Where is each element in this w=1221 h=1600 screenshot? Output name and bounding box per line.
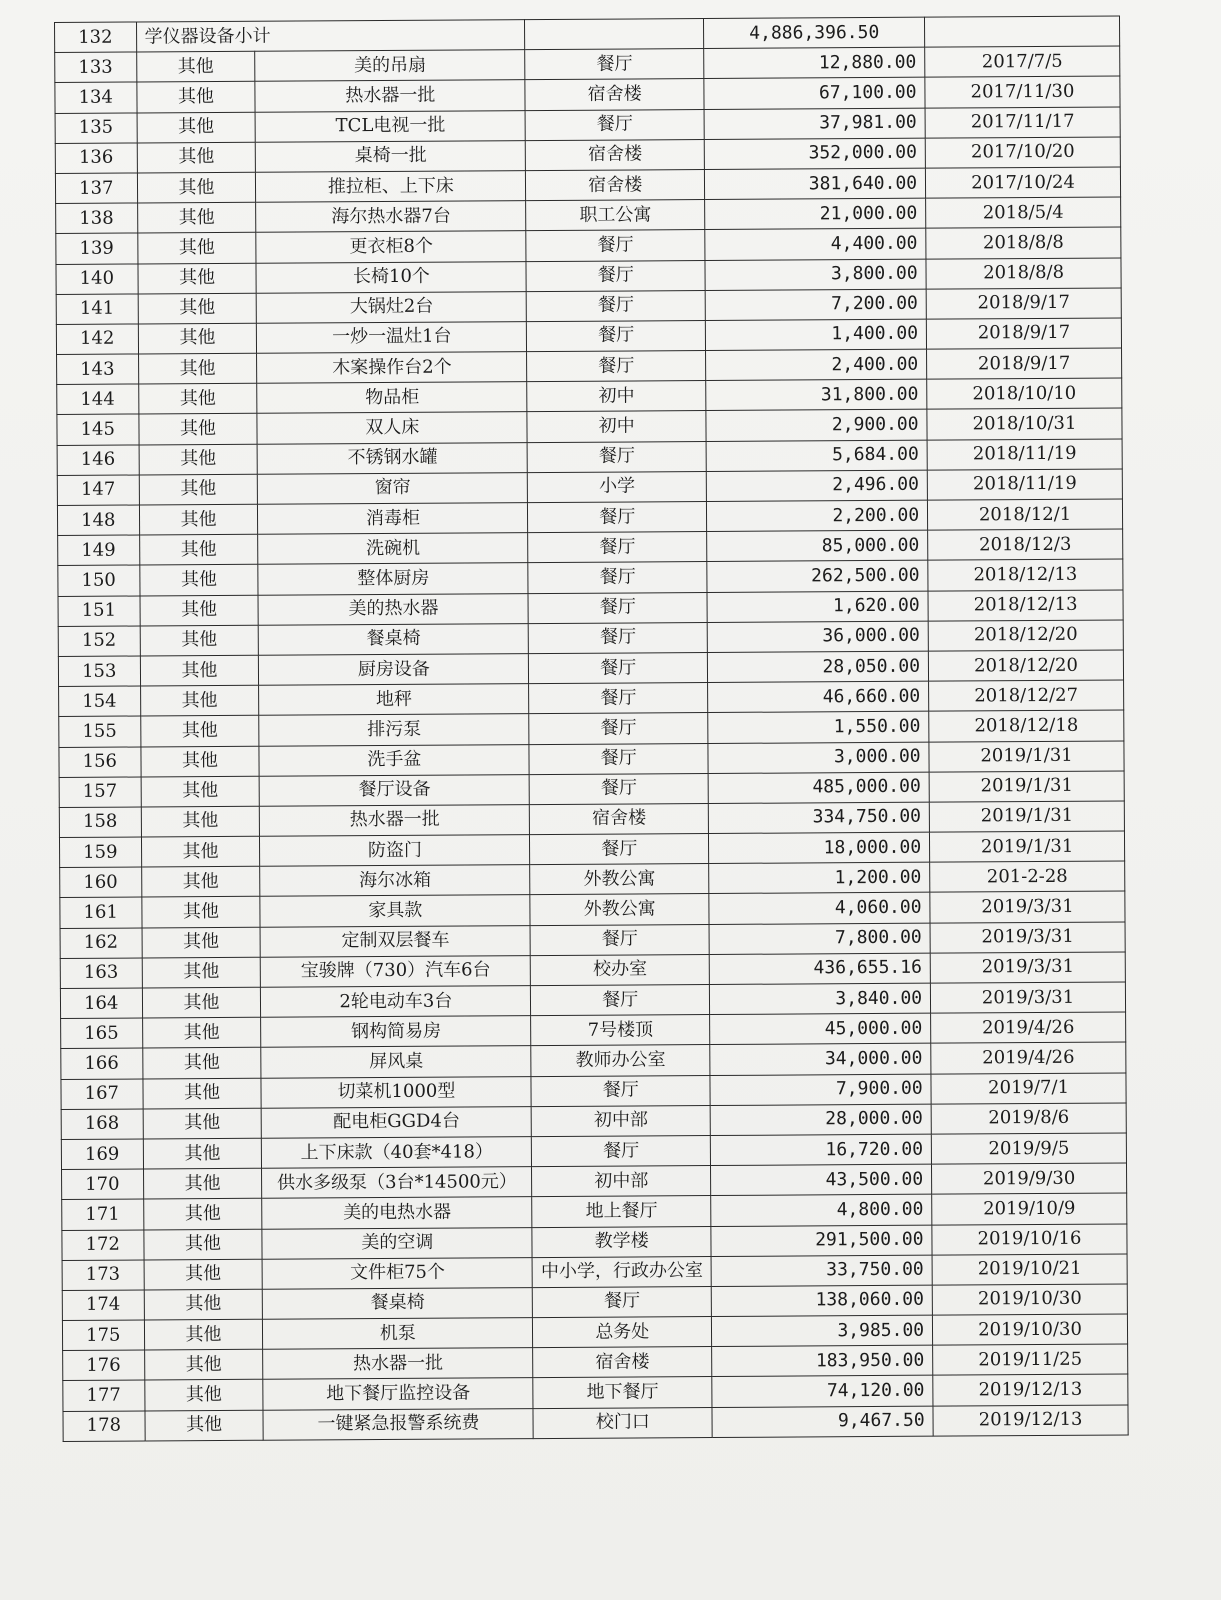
date-cell: 2018/12/13 — [928, 559, 1123, 590]
date-cell: 2018/12/1 — [928, 499, 1123, 530]
category-cell: 其他 — [138, 353, 257, 384]
category-cell: 其他 — [144, 1319, 263, 1350]
amount-cell: 3,000.00 — [708, 742, 929, 774]
category-cell: 其他 — [140, 685, 259, 716]
location-cell: 中小学，行政办公室 — [532, 1256, 711, 1287]
row-number: 137 — [55, 173, 137, 204]
amount-cell: 28,000.00 — [710, 1104, 931, 1136]
date-cell: 201-2-28 — [930, 861, 1125, 892]
date-cell: 2018/5/4 — [926, 197, 1121, 228]
amount-cell: 4,400.00 — [705, 228, 926, 260]
location-cell: 餐厅 — [526, 260, 705, 291]
row-number: 163 — [60, 958, 142, 989]
date-cell: 2017/10/24 — [926, 167, 1121, 198]
item-name-cell: 机泵 — [263, 1318, 533, 1350]
row-number: 133 — [55, 52, 137, 83]
location-cell: 初中 — [527, 381, 706, 412]
row-number: 148 — [57, 505, 139, 536]
date-cell: 2018/12/20 — [928, 650, 1123, 681]
amount-cell: 262,500.00 — [707, 561, 928, 593]
amount-cell: 183,950.00 — [712, 1345, 933, 1377]
date-cell: 2019/12/13 — [933, 1405, 1128, 1436]
category-cell: 其他 — [139, 474, 258, 505]
category-cell: 其他 — [137, 112, 256, 143]
item-name-cell: 排污泵 — [259, 714, 529, 746]
subtotal-amount: 4,886,396.50 — [704, 17, 925, 49]
row-number: 151 — [58, 596, 140, 627]
item-name-cell: 餐桌椅 — [259, 623, 529, 655]
item-name-cell: 厨房设备 — [259, 654, 529, 686]
category-cell: 其他 — [140, 595, 259, 626]
item-name-cell: 大锅灶2台 — [257, 291, 527, 323]
date-cell: 2019/1/31 — [929, 801, 1124, 832]
date-cell: 2018/8/8 — [926, 227, 1121, 258]
date-cell: 2018/12/27 — [929, 680, 1124, 711]
category-cell: 其他 — [137, 263, 256, 294]
location-cell: 餐厅 — [531, 985, 710, 1016]
location-cell: 餐厅 — [528, 502, 707, 533]
item-name-cell: 更衣柜8个 — [256, 231, 526, 263]
date-cell: 2018/9/17 — [926, 288, 1121, 319]
row-number: 177 — [63, 1380, 145, 1411]
location-cell: 总务处 — [533, 1317, 712, 1348]
item-name-cell: 家具款 — [260, 895, 530, 927]
location-cell: 餐厅 — [533, 1286, 712, 1317]
date-cell: 2019/1/31 — [930, 831, 1125, 862]
amount-cell: 3,985.00 — [712, 1315, 933, 1347]
item-name-cell: 木案操作台2个 — [257, 352, 527, 384]
row-number: 156 — [59, 746, 141, 777]
category-cell: 其他 — [143, 1199, 262, 1230]
row-number: 178 — [63, 1411, 145, 1442]
item-name-cell: 洗手盆 — [259, 744, 529, 776]
row-number: 149 — [58, 535, 140, 566]
date-cell: 2018/12/13 — [928, 590, 1123, 621]
location-cell: 地上餐厅 — [532, 1196, 711, 1227]
row-number: 147 — [57, 475, 139, 506]
item-name-cell: 配电柜GGD4台 — [262, 1106, 532, 1138]
item-name-cell: 宝骏牌（730）汽车6台 — [261, 955, 531, 987]
table-row — [63, 1405, 1128, 1442]
row-number: 136 — [55, 143, 137, 174]
location-cell: 餐厅 — [530, 834, 709, 865]
amount-cell: 485,000.00 — [708, 772, 929, 804]
category-cell: 其他 — [139, 444, 258, 475]
amount-cell: 43,500.00 — [711, 1164, 932, 1196]
amount-cell: 7,200.00 — [705, 289, 926, 321]
item-name-cell: 热水器一批 — [260, 804, 530, 836]
date-cell: 2017/10/20 — [925, 137, 1120, 168]
row-number: 139 — [56, 233, 138, 264]
date-cell: 2019/10/21 — [932, 1254, 1127, 1285]
date-cell: 2019/7/1 — [931, 1073, 1126, 1104]
amount-cell: 2,900.00 — [706, 410, 927, 442]
row-number: 162 — [60, 928, 142, 959]
date-cell: 2019/3/31 — [930, 891, 1125, 922]
row-number: 138 — [56, 203, 138, 234]
date-cell: 2017/7/5 — [925, 46, 1120, 77]
item-name-cell: 消毒柜 — [258, 503, 528, 535]
item-name-cell: 文件柜75个 — [263, 1257, 533, 1289]
amount-cell: 3,800.00 — [705, 259, 926, 291]
amount-cell: 352,000.00 — [704, 138, 925, 170]
amount-cell: 36,000.00 — [707, 621, 928, 653]
row-number: 155 — [59, 716, 141, 747]
amount-cell: 31,800.00 — [706, 379, 927, 411]
date-cell: 2018/12/20 — [928, 620, 1123, 651]
location-cell: 餐厅 — [529, 683, 708, 714]
amount-cell: 334,750.00 — [709, 802, 930, 834]
category-cell: 其他 — [137, 142, 256, 173]
category-cell: 其他 — [143, 1108, 262, 1139]
location-cell: 餐厅 — [530, 924, 709, 955]
location-cell: 小学 — [528, 471, 707, 502]
location-cell: 7号楼顶 — [531, 1015, 710, 1046]
row-number: 169 — [61, 1139, 143, 1170]
category-cell: 其他 — [141, 897, 260, 928]
date-cell: 2019/10/16 — [932, 1223, 1127, 1254]
amount-cell: 3,840.00 — [710, 983, 931, 1015]
category-cell: 其他 — [139, 504, 258, 535]
amount-cell: 1,550.00 — [708, 711, 929, 743]
amount-cell: 85,000.00 — [707, 530, 928, 562]
date-cell: 2018/11/19 — [927, 439, 1122, 470]
location-cell: 初中 — [527, 411, 706, 442]
empty-cell — [525, 19, 704, 50]
row-number: 176 — [63, 1350, 145, 1381]
date-cell: 2017/11/30 — [925, 76, 1120, 107]
location-cell: 餐厅 — [528, 532, 707, 563]
row-number: 144 — [57, 384, 139, 415]
date-cell: 2019/8/6 — [931, 1103, 1126, 1134]
location-cell: 餐厅 — [528, 622, 707, 653]
amount-cell: 46,660.00 — [708, 681, 929, 713]
category-cell: 其他 — [142, 987, 261, 1018]
item-name-cell: 防盗门 — [260, 835, 530, 867]
category-cell: 其他 — [142, 1017, 261, 1048]
category-cell: 其他 — [141, 867, 260, 898]
location-cell: 宿舍楼 — [526, 169, 705, 200]
item-name-cell: 洗碗机 — [258, 533, 528, 565]
row-number: 153 — [58, 656, 140, 687]
row-number: 168 — [61, 1109, 143, 1140]
row-number: 142 — [56, 324, 138, 355]
category-cell: 其他 — [141, 776, 260, 807]
item-name-cell: 定制双层餐车 — [261, 925, 531, 957]
category-cell: 其他 — [139, 565, 258, 596]
date-cell: 2019/9/5 — [931, 1133, 1126, 1164]
category-cell: 其他 — [140, 716, 259, 747]
location-cell: 校办室 — [530, 954, 709, 985]
category-cell: 其他 — [143, 1138, 262, 1169]
amount-cell: 18,000.00 — [709, 832, 930, 864]
category-cell: 其他 — [142, 927, 261, 958]
amount-cell: 1,620.00 — [707, 591, 928, 623]
category-cell: 其他 — [137, 233, 256, 264]
amount-cell: 381,640.00 — [705, 168, 926, 200]
item-name-cell: 双人床 — [257, 412, 527, 444]
location-cell: 校门口 — [533, 1407, 712, 1438]
date-cell: 2018/9/17 — [927, 348, 1122, 379]
date-cell: 2019/1/31 — [929, 740, 1124, 771]
location-cell: 餐厅 — [528, 562, 707, 593]
row-number: 157 — [59, 777, 141, 808]
amount-cell: 291,500.00 — [711, 1225, 932, 1257]
amount-cell: 9,467.50 — [712, 1406, 933, 1438]
category-cell: 其他 — [138, 323, 257, 354]
item-name-cell: 2轮电动车3台 — [261, 986, 531, 1018]
location-cell: 餐厅 — [526, 230, 705, 261]
item-name-cell: 一炒一温灶1台 — [257, 321, 527, 353]
amount-cell: 28,050.00 — [708, 651, 929, 683]
item-name-cell: 屏风桌 — [261, 1046, 531, 1078]
location-cell: 宿舍楼 — [525, 79, 704, 110]
date-cell: 2019/4/26 — [931, 1012, 1126, 1043]
category-cell: 其他 — [144, 1410, 263, 1441]
location-cell: 餐厅 — [529, 713, 708, 744]
amount-cell: 2,400.00 — [706, 349, 927, 381]
location-cell: 初中部 — [532, 1166, 711, 1197]
row-number: 159 — [59, 837, 141, 868]
amount-cell: 7,800.00 — [709, 923, 930, 955]
category-cell: 其他 — [144, 1380, 263, 1411]
category-cell: 其他 — [140, 625, 259, 656]
subtotal-label: 学仪器设备小计 — [136, 20, 525, 53]
location-cell: 外教公寓 — [530, 864, 709, 895]
item-name-cell: 长椅10个 — [256, 261, 526, 293]
item-name-cell: 钢构简易房 — [261, 1016, 531, 1048]
amount-cell: 1,200.00 — [709, 862, 930, 894]
amount-cell: 16,720.00 — [711, 1134, 932, 1166]
amount-cell: 4,800.00 — [711, 1194, 932, 1226]
category-cell: 其他 — [143, 1168, 262, 1199]
item-name-cell: 窗帘 — [258, 472, 528, 504]
item-name-cell: 上下床款（40套*418） — [262, 1137, 532, 1169]
location-cell: 宿舍楼 — [530, 803, 709, 834]
row-number: 158 — [59, 807, 141, 838]
amount-cell: 12,880.00 — [704, 47, 925, 79]
amount-cell: 5,684.00 — [706, 440, 927, 472]
row-number: 145 — [57, 414, 139, 445]
location-cell: 餐厅 — [527, 441, 706, 472]
date-cell: 2018/8/8 — [926, 257, 1121, 288]
item-name-cell: 美的电热水器 — [262, 1197, 532, 1229]
row-number: 166 — [61, 1048, 143, 1079]
date-cell: 2018/10/10 — [927, 378, 1122, 409]
amount-cell: 33,750.00 — [711, 1255, 932, 1287]
date-cell: 2019/3/31 — [930, 922, 1125, 953]
item-name-cell: 供水多级泵（3台*14500元） — [262, 1167, 532, 1199]
location-cell: 教师办公室 — [531, 1045, 710, 1076]
category-cell: 其他 — [142, 1048, 261, 1079]
date-cell: 2019/11/25 — [933, 1344, 1128, 1375]
item-name-cell: 推拉柜、上下床 — [256, 171, 526, 203]
date-cell: 2019/3/31 — [930, 952, 1125, 983]
date-cell: 2019/9/30 — [932, 1163, 1127, 1194]
location-cell: 宿舍楼 — [533, 1347, 712, 1378]
date-cell: 2018/11/19 — [927, 469, 1122, 500]
amount-cell: 2,496.00 — [707, 470, 928, 502]
date-cell: 2018/12/3 — [928, 529, 1123, 560]
location-cell: 餐厅 — [528, 592, 707, 623]
category-cell: 其他 — [140, 655, 259, 686]
location-cell: 外教公寓 — [530, 894, 709, 925]
item-name-cell: 不锈钢水罐 — [258, 442, 528, 474]
location-cell: 餐厅 — [532, 1135, 711, 1166]
category-cell: 其他 — [140, 746, 259, 777]
amount-cell: 74,120.00 — [712, 1376, 933, 1408]
location-cell: 餐厅 — [525, 49, 704, 80]
item-name-cell: 美的空调 — [262, 1227, 532, 1259]
row-number: 171 — [62, 1199, 144, 1230]
amount-cell: 1,400.00 — [706, 319, 927, 351]
row-number: 174 — [62, 1290, 144, 1321]
category-cell: 其他 — [138, 414, 257, 445]
amount-cell: 21,000.00 — [705, 198, 926, 230]
item-name-cell: 热水器一批 — [263, 1348, 533, 1380]
location-cell: 餐厅 — [525, 109, 704, 140]
item-name-cell: 桌椅一批 — [256, 140, 526, 172]
category-cell: 其他 — [142, 1078, 261, 1109]
row-number: 141 — [56, 294, 138, 325]
date-cell: 2019/10/30 — [932, 1284, 1127, 1315]
row-number: 140 — [56, 263, 138, 294]
category-cell: 其他 — [138, 293, 257, 324]
amount-cell: 37,981.00 — [704, 108, 925, 140]
item-name-cell: 海尔冰箱 — [260, 865, 530, 897]
location-cell: 初中部 — [531, 1105, 710, 1136]
item-name-cell: 餐厅设备 — [260, 774, 530, 806]
date-cell: 2019/3/31 — [930, 982, 1125, 1013]
category-cell: 其他 — [141, 836, 260, 867]
empty-cell — [925, 16, 1120, 47]
location-cell: 餐厅 — [527, 351, 706, 382]
category-cell: 其他 — [143, 1229, 262, 1260]
row-number: 146 — [57, 445, 139, 476]
amount-cell: 7,900.00 — [710, 1074, 931, 1106]
item-name-cell: 美的吊扇 — [255, 50, 525, 82]
category-cell: 其他 — [136, 51, 255, 82]
date-cell: 2018/9/17 — [926, 318, 1121, 349]
item-name-cell: 餐桌椅 — [263, 1287, 533, 1319]
category-cell: 其他 — [144, 1259, 263, 1290]
location-cell: 宿舍楼 — [525, 139, 704, 170]
date-cell: 2019/12/13 — [933, 1374, 1128, 1405]
amount-cell: 138,060.00 — [712, 1285, 933, 1317]
amount-cell: 34,000.00 — [710, 1044, 931, 1076]
row-number: 173 — [62, 1260, 144, 1291]
item-name-cell: 美的热水器 — [258, 593, 528, 625]
category-cell: 其他 — [141, 806, 260, 837]
amount-cell: 436,655.16 — [709, 953, 930, 985]
row-number: 154 — [59, 686, 141, 717]
row-number: 165 — [61, 1018, 143, 1049]
date-cell: 2019/10/30 — [933, 1314, 1128, 1345]
category-cell: 其他 — [142, 957, 261, 988]
category-cell: 其他 — [137, 202, 256, 233]
date-cell: 2018/10/31 — [927, 408, 1122, 439]
item-name-cell: TCL电视一批 — [256, 110, 526, 142]
location-cell: 地下餐厅 — [533, 1377, 712, 1408]
row-number: 134 — [55, 82, 137, 113]
location-cell: 教学楼 — [532, 1226, 711, 1257]
location-cell: 餐厅 — [526, 290, 705, 321]
location-cell: 餐厅 — [529, 652, 708, 683]
amount-cell: 45,000.00 — [710, 1013, 931, 1045]
location-cell: 餐厅 — [527, 320, 706, 351]
item-name-cell: 地下餐厅监控设备 — [263, 1378, 533, 1410]
item-name-cell: 切菜机1000型 — [261, 1076, 531, 1108]
amount-cell: 4,060.00 — [709, 893, 930, 925]
category-cell: 其他 — [137, 172, 256, 203]
row-number: 160 — [60, 867, 142, 898]
row-number: 161 — [60, 897, 142, 928]
row-number: 175 — [62, 1320, 144, 1351]
item-name-cell: 海尔热水器7台 — [256, 201, 526, 233]
row-number: 150 — [58, 565, 140, 596]
date-cell: 2019/4/26 — [931, 1042, 1126, 1073]
amount-cell: 67,100.00 — [704, 78, 925, 110]
category-cell: 其他 — [144, 1289, 263, 1320]
category-cell: 其他 — [136, 82, 255, 113]
row-number: 143 — [57, 354, 139, 385]
row-number: 164 — [60, 988, 142, 1019]
date-cell: 2019/1/31 — [929, 771, 1124, 802]
item-name-cell: 一键紧急报警系统费 — [263, 1408, 533, 1440]
location-cell: 餐厅 — [529, 743, 708, 774]
category-cell: 其他 — [144, 1349, 263, 1380]
row-number: 167 — [61, 1079, 143, 1110]
location-cell: 职工公寓 — [526, 200, 705, 231]
item-name-cell: 地秤 — [259, 684, 529, 716]
item-name-cell: 热水器一批 — [255, 80, 525, 112]
location-cell: 餐厅 — [529, 773, 708, 804]
category-cell: 其他 — [139, 534, 258, 565]
item-name-cell: 整体厨房 — [258, 563, 528, 595]
date-cell: 2019/10/9 — [932, 1193, 1127, 1224]
row-number: 170 — [62, 1169, 144, 1200]
amount-cell: 2,200.00 — [707, 500, 928, 532]
category-cell: 其他 — [138, 384, 257, 415]
asset-ledger-table — [54, 15, 1129, 1441]
item-name-cell: 物品柜 — [257, 382, 527, 414]
row-number: 152 — [58, 626, 140, 657]
row-number: 132 — [55, 22, 137, 53]
row-number: 135 — [55, 113, 137, 144]
location-cell: 餐厅 — [531, 1075, 710, 1106]
date-cell: 2018/12/18 — [929, 710, 1124, 741]
date-cell: 2017/11/17 — [925, 107, 1120, 138]
row-number: 172 — [62, 1229, 144, 1260]
ledger-body — [55, 16, 1129, 1441]
